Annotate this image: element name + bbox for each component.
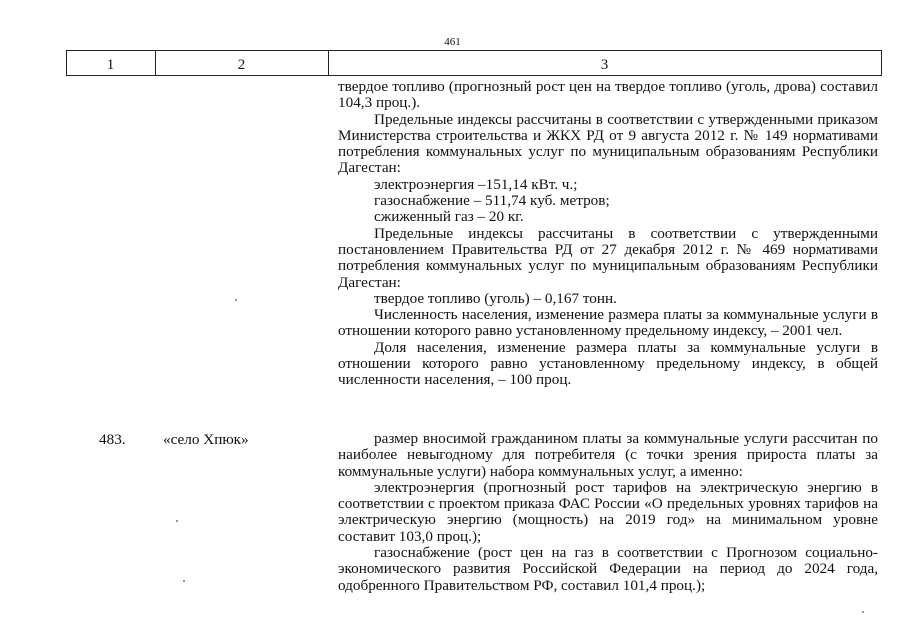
paragraph: Предельные индексы рассчитаны в соответствии с утвержденными постановлением Правительства РД от 27 декабря 2012 г. № 469 нормативами потребления коммунальных услуг по муниципальным образованиям Республики Дагестан: [338, 224, 878, 291]
table-top-border [66, 50, 882, 51]
page-number: 461 [444, 36, 461, 48]
scan-speck [183, 580, 185, 582]
scan-speck [176, 520, 178, 522]
table-header-bottom-border [66, 75, 882, 76]
row-number: 483. [99, 431, 126, 448]
scan-speck [235, 299, 237, 301]
paragraph: Численность населения, изменение размера платы за коммунальные услуги в отношении которого равно установленному предельному индексу, – 2001 чел. [338, 306, 878, 340]
paragraph: твердое топливо (прогнозный рост цен на твердое топливо (уголь, дрова) составил 104,3 проц.). [338, 78, 878, 112]
row-text-483 [338, 431, 878, 594]
paragraph: размер вносимой гражданином платы за коммунальные услуги рассчитан по наиболее невыгодному для потребителя (с точки зрения прироста платы за коммунальные услуги) набора коммунальных услуг, а именно: [338, 430, 878, 480]
column-header-3: 3 [600, 57, 609, 73]
paragraph: Доля населения, изменение размера платы за коммунальные услуги в отношении которого равно установленному предельному индексу, в общей численности населения, – 100 проц. [338, 338, 878, 389]
scan-speck [862, 611, 864, 613]
norm-item: газоснабжение – 511,74 куб. метров; [374, 192, 610, 210]
column-header-1: 1 [106, 57, 115, 73]
municipality-name: «село Хпюк» [163, 431, 249, 448]
paragraph: газоснабжение (рост цен на газ в соответствии с Прогнозом социально-экономического развития Российской Федерации на период до 2024 года, одобренного Правительством РФ, составил 101,4 проц.); [338, 544, 878, 594]
norm-item: сжиженный газ – 20 кг. [374, 208, 524, 226]
row-text-continuation [338, 79, 878, 389]
column-divider [881, 50, 882, 76]
paragraph: Предельные индексы рассчитаны в соответствии с утвержденными приказом Министерства строительства и ЖКХ РД от 9 августа 2012 г. № 149 нормативами потребления коммунальных услуг по муниципальным образованиям Республики Дагестан: [338, 110, 878, 177]
paragraph: электроэнергия (прогнозный рост тарифов на электрическую энергию в соответствии с проектом приказа ФАС России «О предельных уровнях тарифов на электрическую энергию (мощность) на 2019 год» на минимальном уровне составит 103,0 проц.); [338, 478, 878, 545]
column-header-2: 2 [237, 57, 246, 73]
norm-item: твердое топливо (уголь) – 0,167 тонн. [374, 289, 617, 307]
norm-item: электроэнергия –151,14 кВт. ч.; [374, 175, 578, 193]
